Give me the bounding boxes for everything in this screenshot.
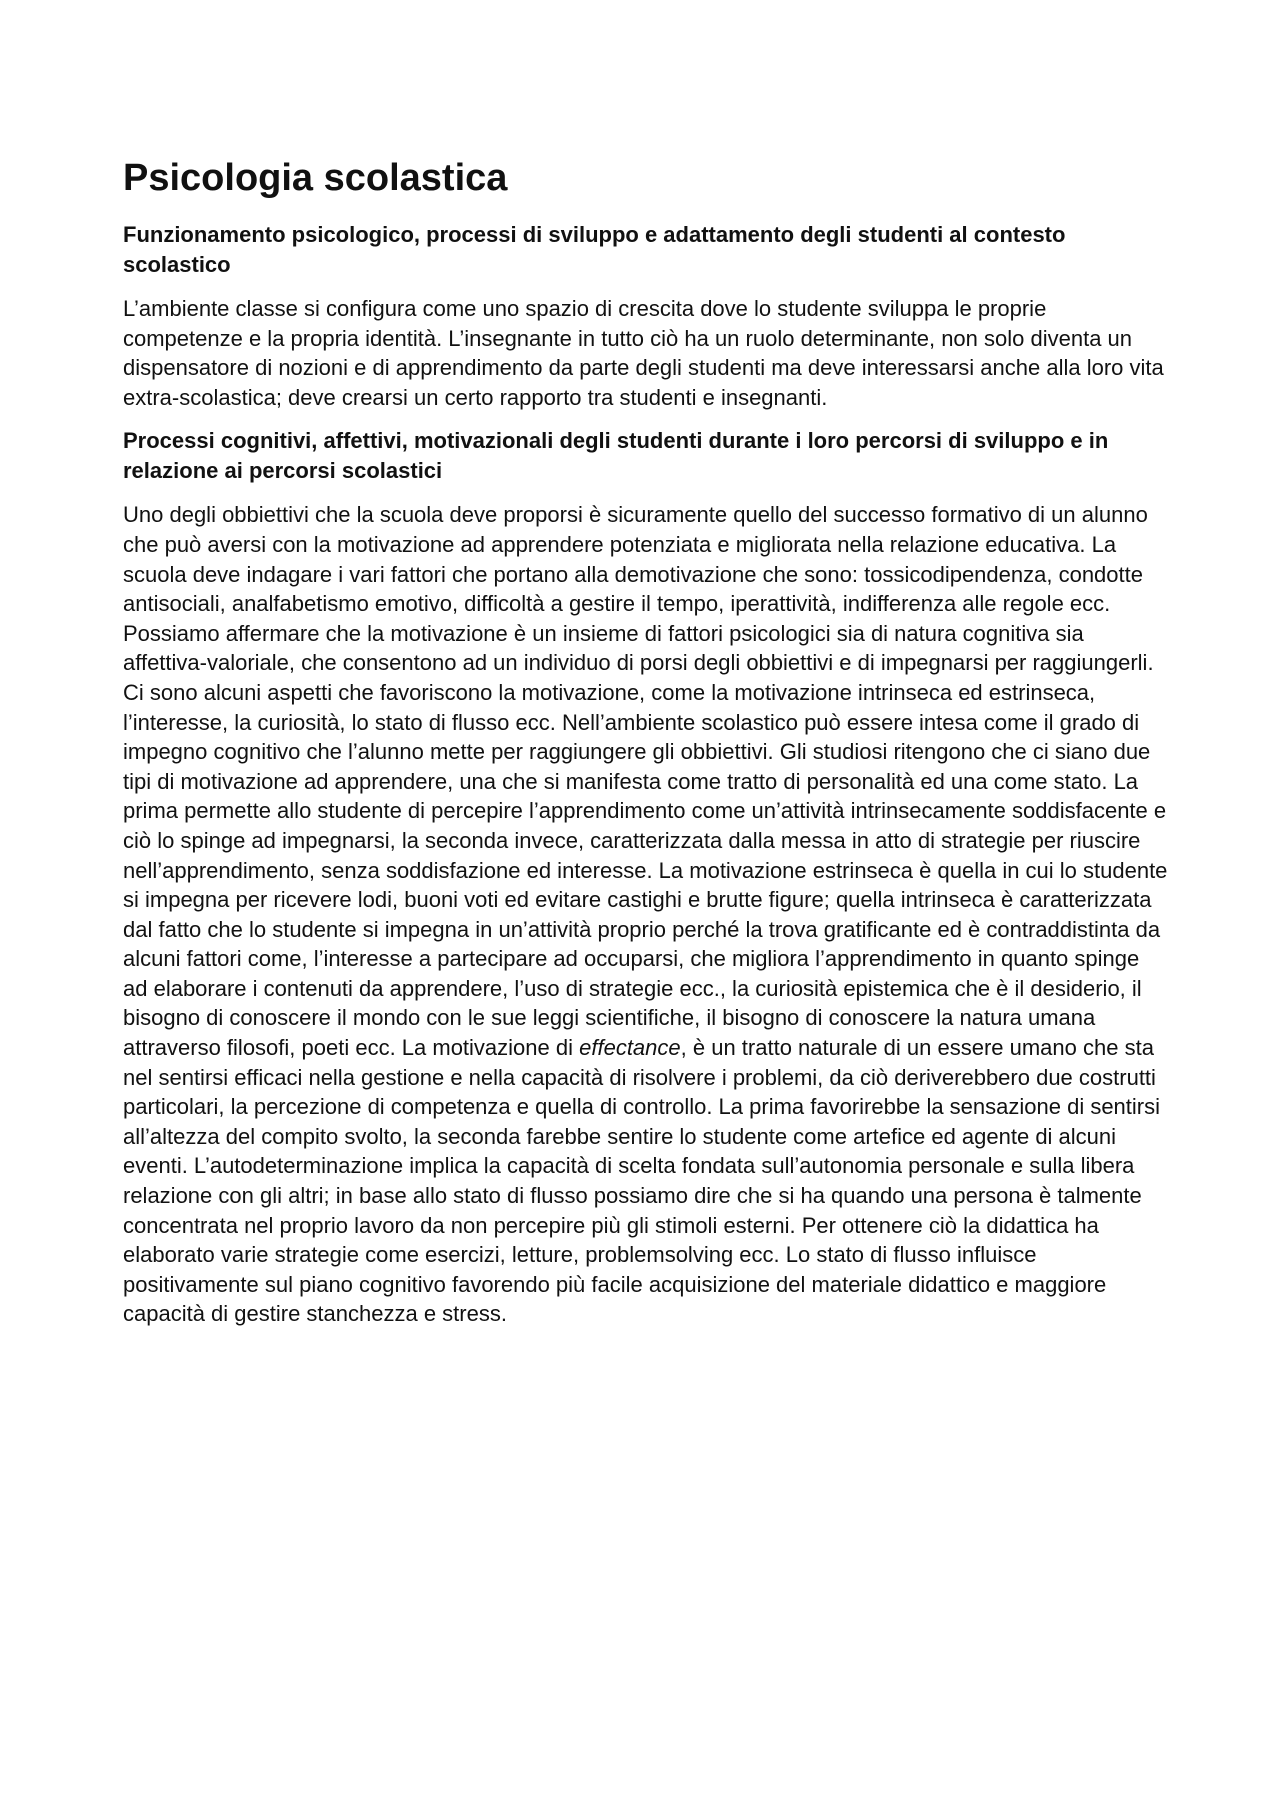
section-paragraph-ambiente-classe: L’ambiente classe si configura come uno spazio di crescita dove lo studente sviluppa le proprie competenze e la propria identità. L’insegnante in tutto ciò ha un ruolo determinante, non solo diventa un dispensatore di nozioni e di apprendimento da parte degli studenti ma deve interessarsi anche alla loro vita extra-scolastica; deve crearsi un certo rapporto tra studenti e insegnanti. xyxy=(123,296,1164,410)
section-heading-funzionamento: Funzionamento psicologico, processi di sviluppo e adattamento degli studenti al contesto scolastico xyxy=(123,222,1066,277)
page-title: Psicologia scolastica xyxy=(123,157,508,199)
italic-term-effectance: effectance xyxy=(579,1035,681,1061)
paragraph-text-part1: Uno degli obbiettivi che la scuola deve proporsi è sicuramente quello del successo formativo di un alunno che può aversi con la motivazione ad apprendere potenziata e migliorata nella relazione educativa. La scuola deve indagare i vari fattori che portano alla demotivazione che sono: tossicodipendenza, condotte antisociali, analfabetismo emotivo, difficoltà a gestire il tempo, iperattività, indifferenza alle regole ecc. Possiamo affermare che la motivazione è un insieme di fattori psicologici sia di natura cognitiva sia affettiva-valoriale, che consentono ad un individuo di porsi degli obbiettivi e di impegnarsi per raggiungerli. Ci sono alcuni aspetti che favoriscono la motivazione, come la motivazione intrinseca ed estrinseca, l’interesse, la curiosità, lo stato di flusso ecc. Nell’ambiente scolastico può essere intesa come il grado di impegno cognitivo che l’alunno mette per raggiungere gli obbiettivi. Gli studiosi ritengono che ci siano due tipi di motivazione ad apprendere, una che si manifesta come tratto di personalità ed una come stato. La prima permette allo studente di percepire l’apprendimento come un’attività intrinsecamente soddisfacente e ciò lo spinge ad impegnarsi, la seconda invece, caratterizzata dalla messa in atto di strategie per riuscire nell’apprendimento, senza soddisfazione ed interesse. La motivazione estrinseca è quella in cui lo studente si impegna per ricevere lodi, buoni voti ed evitare castighi e brutte figure; quella intrinseca è caratterizzata dal fatto che lo studente si impegna in un’attività proprio perché la trova gratificante ed è contraddistinta da alcuni fattori come, l’interesse a partecipare ad occuparsi, che migliora l’apprendimento in quanto spinge ad elaborare i contenuti da apprendere, l’uso di strategie ecc., la curiosità epistemica che è il desiderio, il bisogno di conoscere il mondo con le sue leggi scientifiche, il bisogno di conoscere la natura umana attraverso filosofi, poeti ecc. La motivazione di xyxy=(123,502,1168,1061)
document-page xyxy=(123,150,1168,1343)
section-paragraph-motivazione xyxy=(123,500,1168,1329)
paragraph-text-part2: , è un tratto naturale di un essere umano che sta nel sentirsi efficaci nella gestione e nella capacità di risolvere i problemi, da ciò deriverebbero due costrutti particolari, la percezione di competenza e quella di controllo. La prima favorirebbe la sensazione di sentirsi all’altezza del compito svolto, la seconda farebbe sentire lo studente come artefice ed agente di alcuni eventi. L’autodeterminazione implica la capacità di scelta fondata sull’autonomia personale e sulla libera relazione con gli altri; in base allo stato di flusso possiamo dire che si ha quando una persona è talmente concentrata nel proprio lavoro da non percepire più gli stimoli esterni. Per ottenere ciò la didattica ha elaborato varie strategie come esercizi, letture, problemsolving ecc. Lo stato di flusso influisce positivamente sul piano cognitivo favorendo più facile acquisizione del materiale didattico e maggiore capacità di gestire stanchezza e stress. xyxy=(123,1035,1161,1327)
section-heading-processi: Processi cognitivi, affettivi, motivazionali degli studenti durante i loro percorsi di sviluppo e in relazione ai percorsi scolastici xyxy=(123,428,1109,484)
